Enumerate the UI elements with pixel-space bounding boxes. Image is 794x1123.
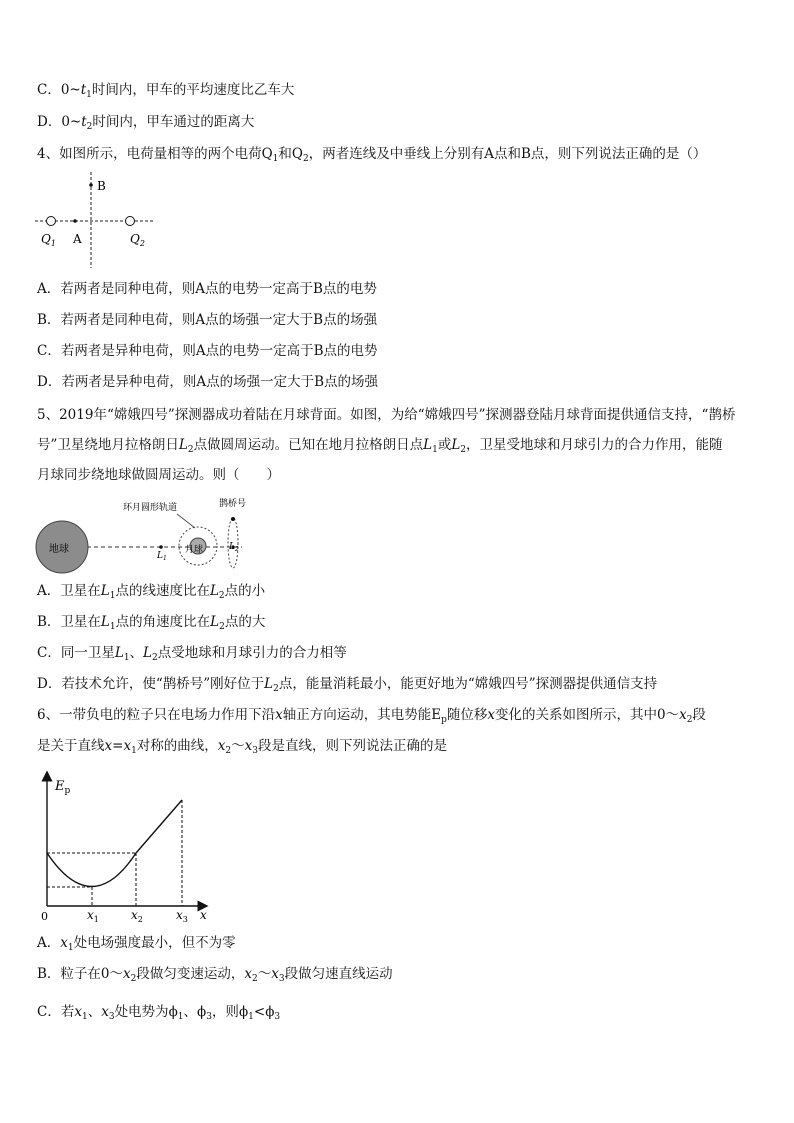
option-text: 点受地球和月球引力的合力相等	[157, 645, 347, 661]
question-5-line3: 月球同步绕地球做圆周运动。则（ ）	[37, 467, 280, 483]
stem-text: 点做圆周运动。已知在地月拉格朗日点	[193, 437, 424, 453]
x2-label: $x_2$	[131, 908, 143, 924]
stem-text: 轴正方向运动，其电势能E	[282, 707, 442, 723]
subscript: p	[441, 715, 447, 725]
var-x: x	[123, 966, 131, 982]
orbit-label: 环月圆形轨道	[123, 503, 178, 513]
q6-option-b	[37, 965, 393, 983]
option-text: 处电势为	[114, 1004, 169, 1020]
option-text: 、	[129, 645, 144, 661]
var-t: t	[81, 114, 87, 130]
var-t: t	[80, 82, 87, 98]
subscript: 2	[460, 445, 467, 455]
q6-option-a	[37, 934, 236, 952]
stem-text: 6、一带负电的粒子只在电场力作用下沿	[37, 707, 276, 723]
question-5-line1: 5、2019年“嫦娥四号”探测器成功着陆在月球背面。如图，为给“嫦娥四号”探测器登陆月球背面提供通信支持，“鹊桥	[37, 407, 736, 423]
option-text: 点的大	[224, 614, 266, 630]
origin-label: 0	[41, 910, 48, 923]
question-4-stem	[37, 145, 706, 163]
var-x: x	[123, 738, 132, 754]
option-c-prev	[37, 81, 294, 99]
var-x: x	[271, 966, 279, 982]
q5-option-c	[37, 644, 347, 662]
option-text: B．粒子在0～	[37, 966, 124, 982]
var-l: L	[209, 583, 219, 599]
subscript: 2	[686, 715, 693, 725]
x3-label: $x_3$	[176, 908, 188, 924]
question-5-line2	[37, 436, 723, 454]
label-a: A	[73, 232, 82, 246]
q5-option-b	[37, 613, 265, 631]
option-text: ～	[257, 966, 272, 982]
point-l1	[159, 545, 163, 549]
y-axis-label: $E_p$	[55, 779, 71, 796]
stem-text: ，卫星受地球和月球引力的合力作用，能随	[466, 437, 723, 453]
stem-text: 对称的曲线，	[136, 738, 218, 754]
ep-line	[136, 800, 182, 853]
option-text: C．同一卫星	[37, 645, 115, 661]
subscript: 2	[302, 154, 309, 164]
option-text: 段做匀变速运动，	[136, 966, 245, 982]
label-l2: $L_2$	[229, 542, 239, 553]
var-l: L	[114, 645, 124, 661]
subscript: 3	[274, 1012, 281, 1022]
option-text: A．	[37, 935, 61, 951]
var-x: x	[487, 707, 495, 723]
subscript: 1	[131, 746, 137, 756]
phi-symbol: ϕ	[197, 1004, 207, 1020]
q4-option-c: C．若两者是异种电荷，则A点的电势一定高于B点的电势	[37, 343, 378, 359]
ep-curve	[47, 853, 136, 887]
x-axis-label: x	[200, 908, 207, 922]
var-x: x	[217, 738, 226, 754]
q4-option-b: B．若两者是同种电荷，则A点的场强一定大于B点的场强	[37, 312, 378, 328]
charge-q2	[126, 217, 135, 226]
subscript: 2	[273, 684, 279, 694]
label-q2: $Q_2$	[130, 232, 145, 248]
q5-option-d	[37, 675, 657, 693]
point-a	[73, 219, 77, 223]
stem-text: 随位移	[446, 707, 488, 723]
var-l: L	[423, 437, 433, 453]
subscript: 2	[152, 653, 158, 663]
phi-symbol: ϕ	[265, 1004, 275, 1020]
potential-energy-graph	[35, 770, 220, 925]
option-text: 点的小	[224, 583, 266, 599]
phi-symbol: ϕ	[168, 1004, 178, 1020]
subscript: 3	[252, 746, 259, 756]
option-text: 点的角速度比在	[115, 614, 211, 630]
var-l: L	[100, 583, 110, 599]
label-l1: $L_1$	[157, 551, 167, 562]
option-text: 段做匀速直线运动	[284, 966, 393, 982]
phi-symbol: ϕ	[238, 1004, 249, 1020]
subscript: 2	[218, 591, 225, 601]
var-x: x	[60, 935, 68, 951]
var-x: x	[104, 738, 113, 754]
subscript: 2	[187, 445, 194, 455]
subscript: 1	[177, 1012, 184, 1022]
subscript: 2	[86, 122, 93, 132]
stem-text: 段	[692, 707, 706, 723]
var-x: x	[275, 707, 283, 723]
label-b: B	[97, 179, 106, 193]
option-text: D．若技术允许，使“鹊桥号”刚好位于	[37, 676, 265, 692]
option-text: C．0~	[37, 82, 81, 98]
option-d-prev	[37, 113, 254, 131]
subscript: 1	[109, 591, 116, 601]
var-x: x	[679, 707, 687, 723]
subscript: 1	[123, 653, 130, 663]
earth-label: 地球	[49, 544, 69, 555]
question-6-line1	[37, 706, 706, 724]
var-l: L	[264, 676, 274, 692]
q5-option-a	[37, 582, 265, 600]
option-text: C．若	[37, 1004, 75, 1020]
q4-option-a: A．若两者是同种电荷，则A点的电势一定高于B点的电势	[37, 281, 377, 297]
subscript: 1	[86, 90, 92, 100]
var-x: x	[101, 1004, 109, 1020]
subscript: 1	[81, 1012, 88, 1022]
charges-figure	[35, 170, 165, 270]
satellite-label: 鹊桥号	[219, 499, 247, 509]
subscript: 3	[108, 1012, 115, 1022]
subscript: 2	[219, 622, 225, 632]
subscript: 1	[67, 943, 74, 953]
var-l: L	[143, 645, 153, 661]
stem-text: ，两者连线及中垂线上分别有A点和B点，则下列说法正确的是（）	[308, 146, 707, 162]
var-x: x	[74, 1004, 82, 1020]
option-text: 、	[87, 1004, 102, 1020]
subscript: 3	[206, 1012, 212, 1022]
subscript: 1	[432, 445, 438, 455]
stem-text: 或	[437, 437, 452, 453]
stem-text: 号”卫星绕地月拉格朗日	[37, 437, 179, 453]
question-6-line2: 是关于直线$x=x_1$对称的曲线，$x_2\sim x_3$段是直线，则下列说法正确的是	[37, 738, 448, 756]
var-l: L	[451, 437, 461, 453]
option-text: 时间内，甲车通过的距离大	[92, 114, 255, 130]
stem-text: 和Q	[278, 146, 303, 162]
q6-option-c: C．若$x_1$、$x_3$处电势为$\phi_1$、$\phi_3$，则$\phi_1<\phi_3$	[37, 1004, 281, 1022]
stem-text: 是关于直线	[37, 738, 105, 754]
point-b	[89, 183, 93, 187]
option-text: 点的线速度比在	[115, 583, 210, 599]
subscript: 2	[225, 746, 232, 756]
option-text: 处电场强度最小，但不为零	[73, 935, 236, 951]
x1-label: $x_1$	[87, 908, 99, 924]
q4-option-d: D．若两者是异种电荷，则A点的场强一定大于B点的场强	[37, 374, 378, 390]
option-text: 时间内，甲车的平均速度比乙车大	[91, 82, 295, 98]
subscript: 3	[278, 974, 285, 984]
label-q1: $Q_1$	[41, 232, 56, 248]
var-l: L	[100, 614, 110, 630]
stem-text: ～	[231, 738, 245, 754]
option-text: 点，能量消耗最小，能更好地为“嫦娥四号”探测器提供通信支持	[278, 676, 658, 692]
var-l: L	[210, 614, 220, 630]
subscript: 1	[109, 622, 116, 632]
subscript: 1	[272, 154, 279, 164]
stem-text: 4、如图所示，电荷量相等的两个电荷Q	[37, 146, 273, 162]
subscript: 1	[248, 1012, 254, 1022]
satellite	[231, 517, 235, 521]
option-text: B．卫星在	[37, 614, 101, 630]
var-x: x	[244, 738, 253, 754]
orbit-pointer	[177, 514, 195, 528]
subscript: 2	[252, 974, 258, 984]
option-text: ，则	[211, 1004, 239, 1020]
var-x: x	[244, 966, 252, 982]
option-text: A．卫星在	[37, 583, 101, 599]
subscript: 2	[130, 974, 137, 984]
charge-q1	[47, 217, 56, 226]
option-text: D．0~	[37, 114, 82, 130]
var-l: L	[178, 437, 188, 453]
earth-moon-figure	[37, 492, 252, 572]
moon-label: 月球	[185, 545, 204, 555]
stem-text: 变化的关系如图所示，其中0～	[494, 707, 680, 723]
stem-text: 段是直线，则下列说法正确的是	[258, 738, 448, 754]
